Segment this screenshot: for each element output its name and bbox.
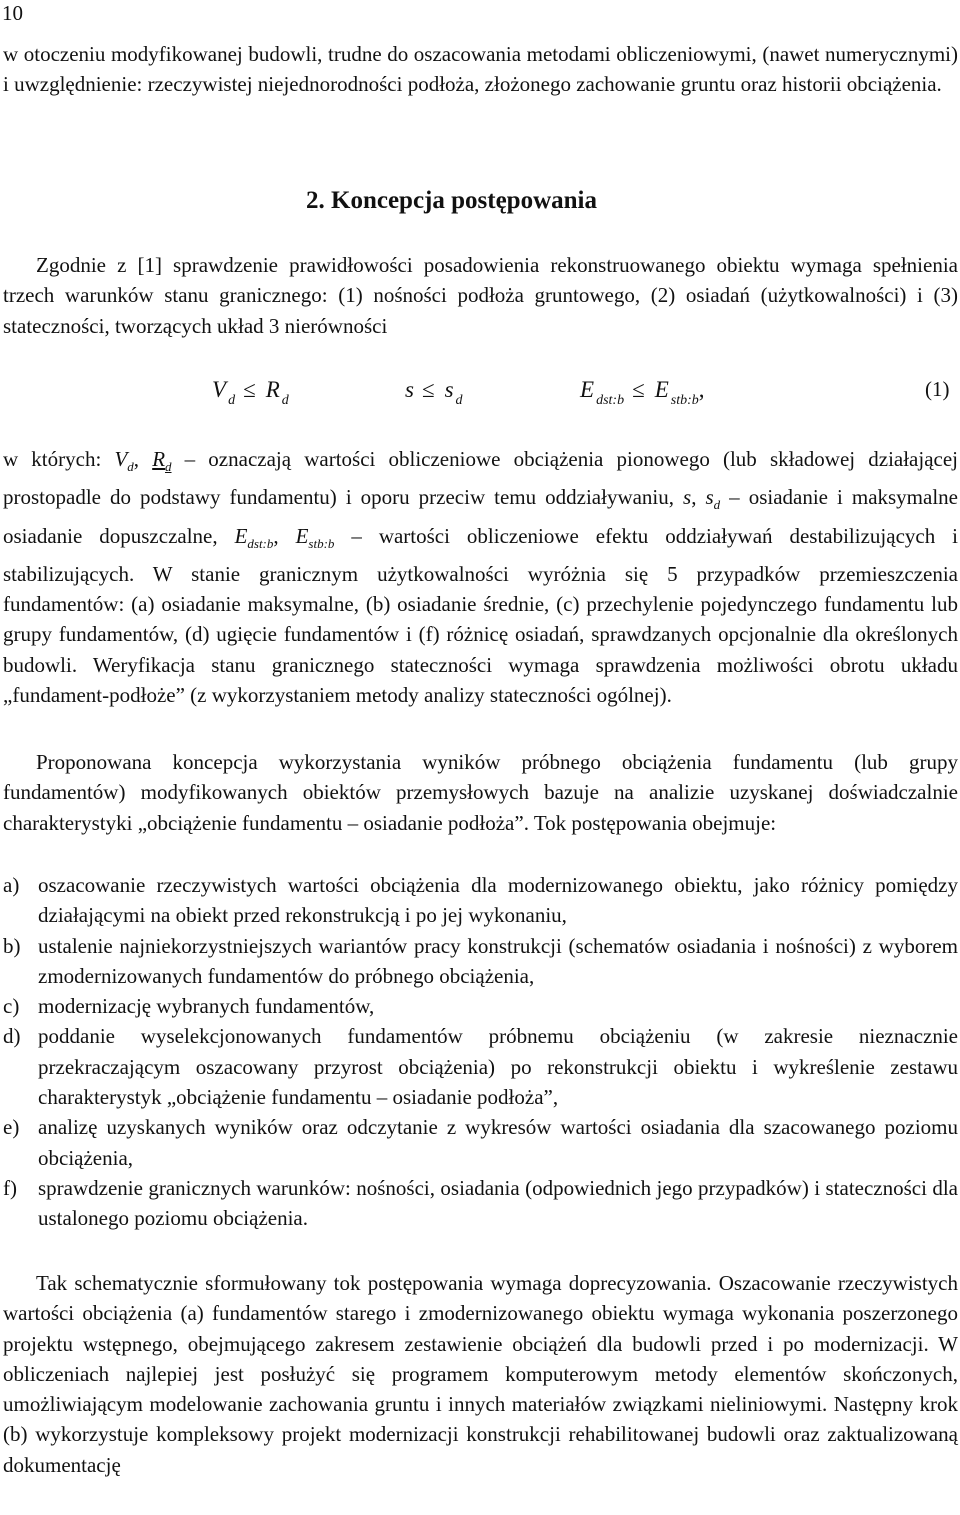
equation-number: (1) [925, 377, 950, 401]
section-heading: 2. Koncepcja postępowania [306, 187, 597, 214]
symbol-e: E [654, 377, 669, 402]
symbol-v: V [212, 377, 227, 402]
subscript-dst: dst:b [596, 393, 625, 408]
symbol-s: s [444, 377, 454, 402]
symbol-s: s [683, 485, 692, 510]
le-sign: ≤ [243, 377, 256, 402]
subscript-d: d [281, 393, 289, 408]
symbols-text-4: – wartości obliczeniowe efektu oddziaływań destabilizujących i stabilizujących. W stanie granicznym użytkowalności wyróżnia się 5 przypadków przemieszczenia fundamentów: (a) osiadanie maksymalne, (b) osiadanie średnie, (c) przechylenie pojedynczego fundamentu lub grupy fundamentów, (d) ugięcie fundamentów i (f) różnicę osiadań, sprawdzanych opcjonalnie dla określonych budowli. Weryfikacja stanu granicznego stateczności wymaga sprawdzenia możliwości obrotu układu „fundament-podłoże” (z wykorzystaniem metody analizy stateczności ogólnej). [3, 523, 959, 708]
list-item-text: modernizację wybranych fundamentów, [38, 994, 375, 1019]
symbol-r: R [265, 377, 280, 402]
subscript-stb: stb:b [308, 535, 335, 551]
list-item [3, 870, 958, 931]
final-paragraph: Tak schematycznie sformułowany tok postępowania wymaga doprecyzowania. Oszacowanie rzeczywistych wartości obciążenia (a) fundamentów starego i zmodernizowanego obiektu wymaga wykonania poszerzonego projektu wstępnego, obejmującego zakresem zestawienie obciążeń dla budowli przed i po modernizacji. W obliczeniach najlepiej jest posłużyć się programem komputerowym metody elementów skończonych, umożliwiającym modelowanie zachowania gruntu i innych materiałów związkami nieliniowymi. Następny krok (b) wykorzystuje kompleksowy projekt modernizacji konstrukcji rehabilitowanej budowli oraz zaktualizowaną dokumentację [3, 1271, 958, 1477]
list-item [3, 931, 958, 992]
list-item [3, 991, 958, 1021]
subscript-d: d [228, 393, 236, 408]
list-item-text: ustalenie najniekorzystniejszych wariantów pracy konstrukcji (schematów osiadania i nośności) z wyborem zmodernizowanych fundamentów do próbnego obciążenia, [38, 933, 958, 988]
subscript-dst: dst:b [247, 535, 274, 551]
le-sign: ≤ [632, 377, 645, 402]
list-item-text: sprawdzenie granicznych warunków: nośności, osiadania (odpowiednich jego przypadków) i stateczności dla ustalonego poziomu obciążenia. [38, 1175, 958, 1231]
symbol-e: E [234, 523, 248, 548]
procedure-steps-list [3, 870, 958, 1234]
symbol-e: E [580, 377, 595, 402]
list-item-text: oszacowanie rzeczywistych wartości obciążenia dla modernizowanego obiektu, jako różnicy pomiędzy działającymi na obiekt przed rekonstrukcją i po jej wykonaniu, [38, 873, 958, 928]
subscript-d: d [455, 393, 463, 408]
list-item [3, 1021, 958, 1112]
page-number: 10 [2, 1, 23, 25]
le-sign: ≤ [421, 377, 435, 402]
list-item-label: e) [3, 1115, 20, 1140]
symbols-text-2: – oznaczają wartości obliczeniowe obciążenia pionowego (lub składowej działającej prostopadle do podstawy fundamentu) i oporu przeciw temu oddziaływaniu, [3, 447, 959, 510]
equation-bearing [212, 377, 289, 409]
list-item-label: a) [3, 873, 20, 897]
proposal-paragraph: Proponowana koncepcja wykorzystania wyników próbnego obciążenia fundamentu (lub grupy fundamentów) modyfikowanych obiektów przemysłowych bazuje na analizie uzyskanej doświadczalnie charakterystyki „obciążenie fundamentu – osiadanie podłoża”. Tok postępowania obejmuje: [3, 750, 958, 835]
equation-comma: , [698, 377, 705, 402]
subscript-stb: stb:b [670, 393, 699, 408]
list-item [3, 1112, 958, 1173]
symbols-text-1: w których: [3, 447, 115, 471]
symbols-paragraph [3, 444, 958, 710]
subscript-d: d [127, 459, 134, 474]
list-item-text: analizę uzyskanych wyników oraz odczytanie z wykresów wartości osiadania dla szacowanego poziomu obciążenia, [38, 1115, 958, 1170]
list-item [3, 1173, 958, 1234]
list-item-label: f) [3, 1175, 17, 1200]
symbol-r: R [152, 447, 166, 471]
symbol-s: s [405, 377, 414, 402]
list-item-text: poddanie wyselekcjonowanych fundamentów próbnemu obciążeniu (w zakresie nieznacznie przekraczającym oszacowany przyrost obciążenia) po rekonstrukcji obiektu i wykreślenie zestawu charakterystyk „obciążenie fundamentu – osiadanie podłoża”, [38, 1024, 958, 1110]
separator: , [691, 485, 706, 510]
symbols-text-3: – osiadanie i maksymalne osiadanie dopuszczalne, [3, 485, 958, 548]
intro-paragraph: w otoczeniu modyfikowanej budowli, trudne do oszacowania metodami obliczeniowymi, (nawet numerycznymi) i uwzględnienie: rzeczywistej niejednorodności podłoża, złożonego zachowanie gruntu oraz historii obciążenia. [3, 42, 958, 97]
equation-settlement [405, 377, 463, 409]
symbol-s: s [705, 485, 714, 510]
conditions-paragraph: Zgodnie z [1] sprawdzenie prawidłowości posadowienia rekonstruowanego obiektu wymaga spełnienia trzech warunków stanu granicznego: (1) nośności podłoża gruntowego, (2) osiadań (użytkowalności) i (3) stateczności, tworzących układ 3 nierówności [3, 253, 958, 338]
separator: , [273, 523, 296, 548]
subscript-d: d [165, 459, 172, 474]
subscript-d: d [713, 497, 721, 513]
equation-stability [580, 377, 705, 409]
symbol-e: E [295, 523, 309, 548]
separator: , [133, 447, 153, 471]
symbol-v: V [114, 447, 128, 471]
list-item-label: c) [3, 994, 20, 1019]
list-item-label: b) [3, 933, 21, 958]
list-item-label: d) [3, 1024, 21, 1049]
